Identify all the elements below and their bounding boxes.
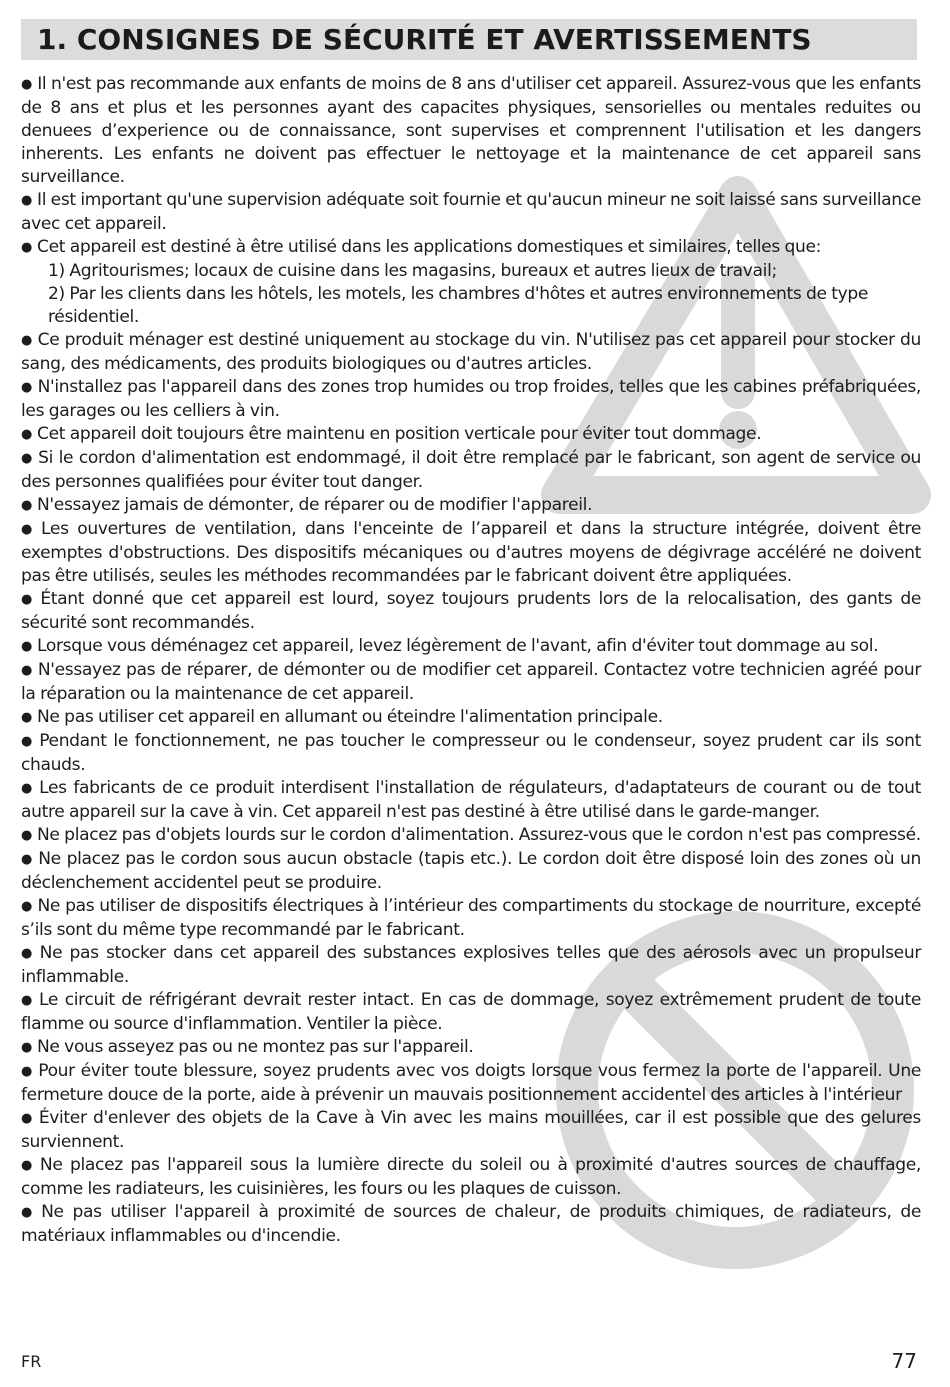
safety-item-text: Ne vous asseyez pas ou ne montez pas sur l'appareil. [37,1037,474,1057]
safety-item-text: Si le cordon d'alimentation est endommagé, il doit être remplacé par le fabricant, son agent de service ou des personnes qualifiées pour éviter tout danger. [21,448,921,492]
safety-item-text: Pendant le fonctionnement, ne pas toucher le compresseur ou le condenseur, soyez prudent car ils sont chauds. [21,731,921,775]
safety-item-text: Le circuit de réfrigérant devrait rester intact. En cas de dommage, soyez extrêmement prudent de toute flamme ou source d'inflammation. Ventiler la pièce. [21,990,921,1034]
safety-subitem: 1) Agritourismes; locaux de cuisine dans les magasins, bureaux et autres lieux de travail; [48,261,777,281]
safety-item [21,494,921,518]
safety-item-text: Pour éviter toute blessure, soyez prudents avec vos doigts lorsque vous fermez la porte de l'appareil. Une fermeture douce de la porte, aide à prévenir un mauvais positionnement accidentel des articles à l'intérieur [21,1061,921,1105]
bullet-icon: ● [21,781,35,796]
safety-item-text: Étant donné que cet appareil est lourd, soyez toujours prudents lors de la relocalisation, des gants de sécurité sont recommandés. [21,589,921,633]
safety-item [21,376,921,423]
safety-item-text: N'installez pas l'appareil dans des zones trop humides ou trop froides, telles que les cabines préfabriquées, les garages ou les celliers à vin. [21,377,921,421]
safety-item-text: Les ouvertures de ventilation, dans l'enceinte de l’appareil et dans la structure intégrée, doivent être exemptes d'obstructions. Des dispositifs mécaniques ou d'autres moyens de dégivrage accéléré ne doivent pas être utilisés, seules les méthodes recommandées par le fabricant doivent être appliquées. [21,519,921,586]
safety-item [21,730,921,777]
safety-item [21,1154,921,1201]
page-number: 77 [891,1349,917,1373]
bullet-icon: ● [21,240,32,255]
safety-item-text: Ne placez pas d'objets lourds sur le cordon d'alimentation. Assurez-vous que le cordon n'est pas compressé. [37,825,921,845]
safety-item [21,659,921,706]
safety-item-text: Il est important qu'une supervision adéquate soit fournie et qu'aucun mineur ne soit laissé sans surveillance avec cet appareil. [21,190,921,234]
safety-item-text: Les fabricants de ce produit interdisent l'installation de régulateurs, d'adaptateurs de courant ou de tout autre appareil sur la cave à vin. Cet appareil n'est pas destiné à être utilisé dans le garde-manger. [21,778,921,822]
bullet-icon: ● [21,1205,37,1220]
bullet-icon: ● [21,710,32,725]
safety-item [21,942,921,989]
safety-item [21,635,921,659]
safety-item-text: Ne placez pas le cordon sous aucun obstacle (tapis etc.). Le cordon doit être disposé loin des zones où un déclenchement accidentel peut se produire. [21,849,921,893]
bullet-icon: ● [21,852,34,867]
bullet-icon: ● [21,592,36,607]
bullet-icon: ● [21,522,37,537]
safety-item-text: Ne pas utiliser l'appareil à proximité de sources de chaleur, de produits chimiques, de radiateurs, de matériaux inflammables ou d'incendie. [21,1202,921,1246]
safety-item [21,518,921,588]
safety-item [21,423,921,447]
bullet-icon: ● [21,828,32,843]
bullet-icon: ● [21,498,32,513]
bullet-icon: ● [21,380,33,395]
bullet-icon: ● [21,946,35,961]
safety-item-text: Ne pas utiliser de dispositifs électriques à l’intérieur des compartiments du stockage de nourriture, excepté s’ils sont du même type recommandé par le fabricant. [21,896,921,940]
safety-item-text: Ne placez pas l'appareil sous la lumière directe du soleil ou à proximité d'autres sources de chauffage, comme les radiateurs, les cuisinières, les fours ou les plaques de cuisson. [21,1155,921,1199]
safety-item-text: Cet appareil doit toujours être maintenu en position verticale pour éviter tout dommage. [37,424,762,444]
safety-item-text: Éviter d'enlever des objets de la Cave à Vin avec les mains mouillées, car il est possible que des gelures surviennent. [21,1108,921,1152]
bullet-icon: ● [21,1158,35,1173]
safety-item [21,447,921,494]
bullet-icon: ● [21,1064,34,1079]
section-title: 1. CONSIGNES DE SÉCURITÉ ET AVERTISSEMENTS [37,22,812,56]
safety-item-text: Lorsque vous déménagez cet appareil, levez légèrement de l'avant, afin d'éviter tout dommage au sol. [37,636,879,656]
bullet-icon: ● [21,77,33,92]
safety-item [21,848,921,895]
bullet-icon: ● [21,734,35,749]
bullet-icon: ● [21,333,33,348]
bullet-icon: ● [21,993,35,1008]
safety-item [21,189,921,236]
safety-item-text: N'essayez pas de réparer, de démonter ou de modifier cet appareil. Contactez votre technicien agréé pour la réparation ou la maintenance de cet appareil. [21,660,921,704]
bullet-icon: ● [21,639,32,654]
safety-item [21,236,921,260]
safety-list [21,73,921,1248]
safety-item [21,895,921,942]
safety-item-text: Cet appareil est destiné à être utilisé dans les applications domestiques et similaires, telles que: [37,237,822,257]
safety-item [21,329,921,376]
bullet-icon: ● [21,1111,34,1126]
bullet-icon: ● [21,899,33,914]
footer-language: FR [21,1352,42,1371]
safety-item [21,989,921,1036]
bullet-icon: ● [21,663,33,678]
safety-item [21,1107,921,1154]
safety-item-text: Ne pas stocker dans cet appareil des substances explosives telles que des aérosols avec un propulseur inflammable. [21,943,921,987]
bullet-icon: ● [21,1040,32,1055]
safety-subitem: 2) Par les clients dans les hôtels, les motels, les chambres d'hôtes et autres environnements de type résidentiel. [48,284,869,327]
safety-item [21,706,921,730]
safety-item [21,1036,921,1060]
bullet-icon: ● [21,451,34,466]
safety-item [21,1201,921,1248]
safety-item-text: Ce produit ménager est destiné uniquement au stockage du vin. N'utilisez pas cet appareil pour stocker du sang, des médicaments, des produits biologiques ou d'autres articles. [21,330,921,374]
safety-item-text: N'essayez jamais de démonter, de réparer ou de modifier l'appareil. [37,495,593,515]
section-title-bar [21,19,917,60]
safety-item [21,824,921,848]
safety-item [21,73,921,189]
safety-item-text: Il n'est pas recommande aux enfants de moins de 8 ans d'utiliser cet appareil. Assurez-vous que les enfants de 8 ans et plus et les personnes ayant des capacites physiques, sensorielles ou mentales reduites ou denuees d’experience ou de connaissance, sont supervises et comprennent l'utilisation et les dangers inherents. Les enfants ne doivent pas effectuer le nettoyage et la maintenance de cet appareil sans surveillance. [21,74,921,187]
bullet-icon: ● [21,427,32,442]
bullet-icon: ● [21,193,32,208]
safety-item [21,777,921,824]
safety-item [21,1060,921,1107]
safety-item-text: Ne pas utiliser cet appareil en allumant ou éteindre l'alimentation principale. [37,707,663,727]
safety-item [21,588,921,635]
